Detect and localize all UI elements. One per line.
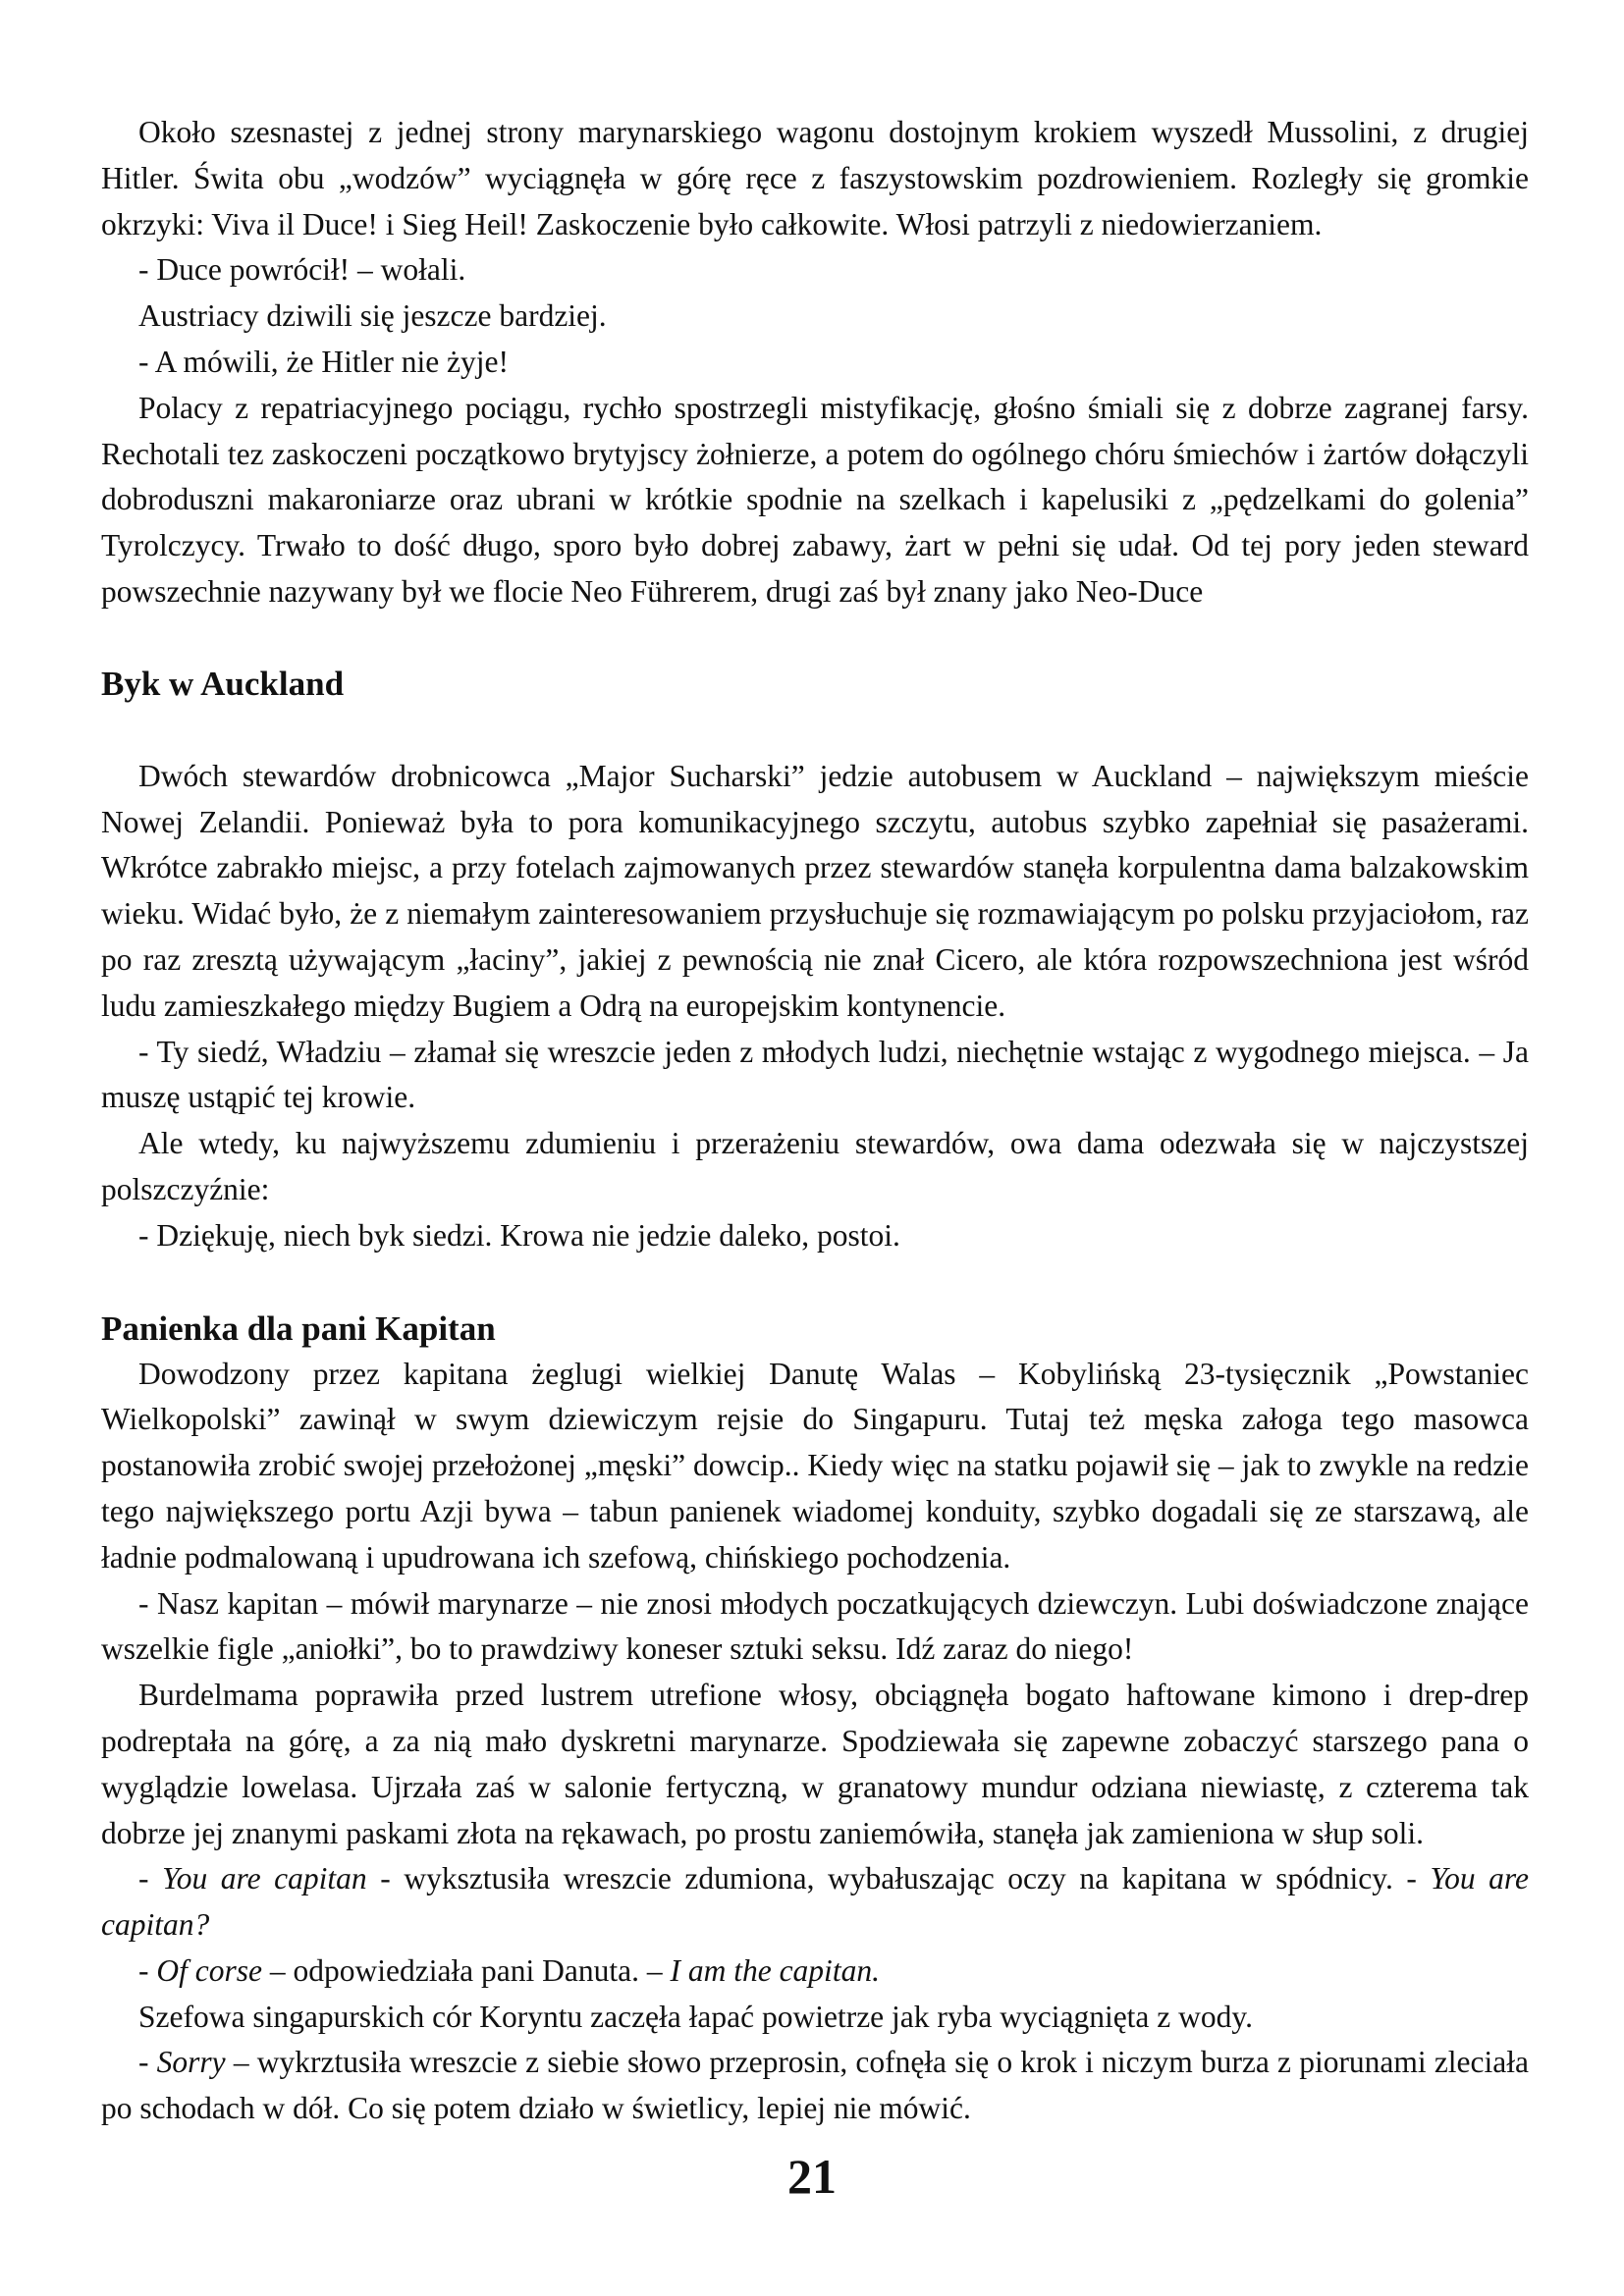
- dialog-line: - Duce powrócił! – wołali.: [138, 252, 466, 288]
- paragraph: Austriacy dziwili się jeszcze bardziej.: [138, 298, 607, 334]
- paragraph: Szefowa singapurskich cór Koryntu zaczęła łapać powietrze jak ryba wyciągnięta z wody.: [138, 1999, 1253, 2034]
- dialog-line: - Nasz kapitan – mówił marynarze – nie znosi młodych poczatkujących dziewczyn. Lubi doświadczone znające wszelkie figle „aniołki”, bo to prawdziwy koneser sztuki seksu. Idź zaraz do niego!: [101, 1585, 1529, 1667]
- english-phrase: I am the capitan.: [670, 1952, 880, 1988]
- dash: -: [138, 2045, 157, 2080]
- paragraph: Dwóch stewardów drobnicowca „Major Sucharski” jedzie autobusem w Auckland – największym mieście Nowej Zelandii. Ponieważ była to pora komunikacyjnego szczytu, autobus szybko zapełniał się pasażerami. Wkrótce zabrakło miejsc, a przy fotelach zajmowanych przez stewardów stanęła korpulentna dama balzakowskim wieku. Widać było, że z niemałym zainteresowaniem przysłuchuje się rozmawiającym po polsku przyjaciołom, raz po raz zresztą używającym „łaciny”, jakiej z pewnością nie znał Cicero, ale która rozpowszechniona jest wśród ludu zamieszkałego między Bugiem a Odrą na europejskim kontynencie.: [101, 758, 1529, 1023]
- dash: -: [138, 1861, 163, 1896]
- paragraph: Burdelmama poprawiła przed lustrem utrefione włosy, obciągnęła bogato haftowane kimono i drep-drep podreptała na górę, a za nią mało dyskretni marynarze. Spodziewała się zapewne zobaczyć starszego pana o wyglądzie lowelasa. Ujrzała zaś w salonie fertyczną, w granatowy mundur odziana niewiastę, z czterema tak dobrze jej znanymi paskami złota na rękawach, po prostu zaniemówiła, stanęła jak zamieniona w słup soli.: [101, 1678, 1529, 1850]
- english-phrase: You are capitan?: [101, 1861, 1529, 1943]
- paragraph: Ale wtedy, ku najwyższemu zdumieniu i przerażeniu stewardów, owa dama odezwała się w najczystszej polszczyźnie:: [101, 1126, 1529, 1206]
- dash: -: [138, 1952, 157, 1988]
- paragraph: Około szesnastej z jednej strony marynarskiego wagonu dostojnym krokiem wyszedł Mussolini, z drugiej Hitler. Świta obu „wodzów” wyciągnęła w górę ręce z faszystowskim pozdrowieniem. Rozległy się gromkie okrzyki: Viva il Duce! i Sieg Heil! Zaskoczenie było całkowite. Włosi patrzyli z niedowierzaniem.: [101, 115, 1529, 241]
- english-phrase: Of corse: [156, 1952, 262, 1988]
- page-number: 21: [787, 2149, 837, 2204]
- paragraph: Polacy z repatriacyjnego pociągu, rychło spostrzegli mistyfikację, głośno śmiali się z dobrze zagranej farsy. Rechotali tez zaskoczeni początkowo brytyjscy żołnierze, a potem do ogólnego chóru śmiechów i żartów dołączyli dobroduszni makaroniarze oraz ubrani w krótkie spodnie na szelkach i kapelusiki z „pędzelkami do golenia” Tyrolczycy. Trwało to dość długo, sporo było dobrej zabawy, żart w pełni się udał. Od tej pory jeden steward powszechnie nazywany był we flocie Neo Führerem, drugi zaś był znany jako Neo-Duce: [101, 390, 1529, 609]
- dialog-line: [101, 1856, 1529, 1949]
- english-phrase: You are capitan: [162, 1861, 367, 1896]
- dialog-line: [101, 2040, 1529, 2132]
- paragraph: Dowodzony przez kapitana żeglugi wielkiej Danutę Walas – Kobylińską 23-tysięcznik „Powstaniec Wielkopolski” zawinął w swym dziewiczym rejsie do Singapuru. Tutaj też męska załoga tego masowca postanowiła zrobić swojej przełożonej „męski” dowcip.. Kiedy więc na statku pojawił się – jak to zwykle na redzie tego największego portu Azji bywa – tabun panienek wiadomej konduity, szybko dogadali się ze starszawą, ale ładnie podmalowaną i upudrowana ich szefową, chińskiego pochodzenia.: [101, 1356, 1529, 1575]
- dialog-text: – wykrztusiła wreszcie z siebie słowo przeprosin, cofnęła się o krok i niczym burza z piorunami zleciała po schodach w dół. Co się potem działo w świetlicy, lepiej nie mówić.: [101, 2045, 1529, 2126]
- dialog-line: - Ty siedź, Władziu – złamał się wreszcie jeden z młodych ludzi, niechętnie wstając z wygodnego miejsca. – Ja muszę ustąpić tej krowie.: [101, 1034, 1529, 1115]
- section-heading-panienka-dla-pani-kapitan: Panienka dla pani Kapitan: [101, 1308, 496, 1348]
- dialog-line: - Dziękuję, niech byk siedzi. Krowa nie jedzie daleko, postoi.: [138, 1217, 900, 1253]
- dialog-line: [101, 1949, 1529, 1995]
- dialog-text: – odpowiedziała pani Danuta. –: [261, 1952, 671, 1988]
- dialog-line: - A mówili, że Hitler nie żyje!: [138, 344, 510, 379]
- document-page: [101, 110, 1529, 2132]
- section-heading-byk-w-auckland: Byk w Auckland: [101, 664, 345, 703]
- dialog-text: - wyksztusiła wreszcie zdumiona, wybałuszając oczy na kapitana w spódnicy. -: [366, 1861, 1431, 1896]
- english-phrase: Sorry: [156, 2045, 226, 2080]
